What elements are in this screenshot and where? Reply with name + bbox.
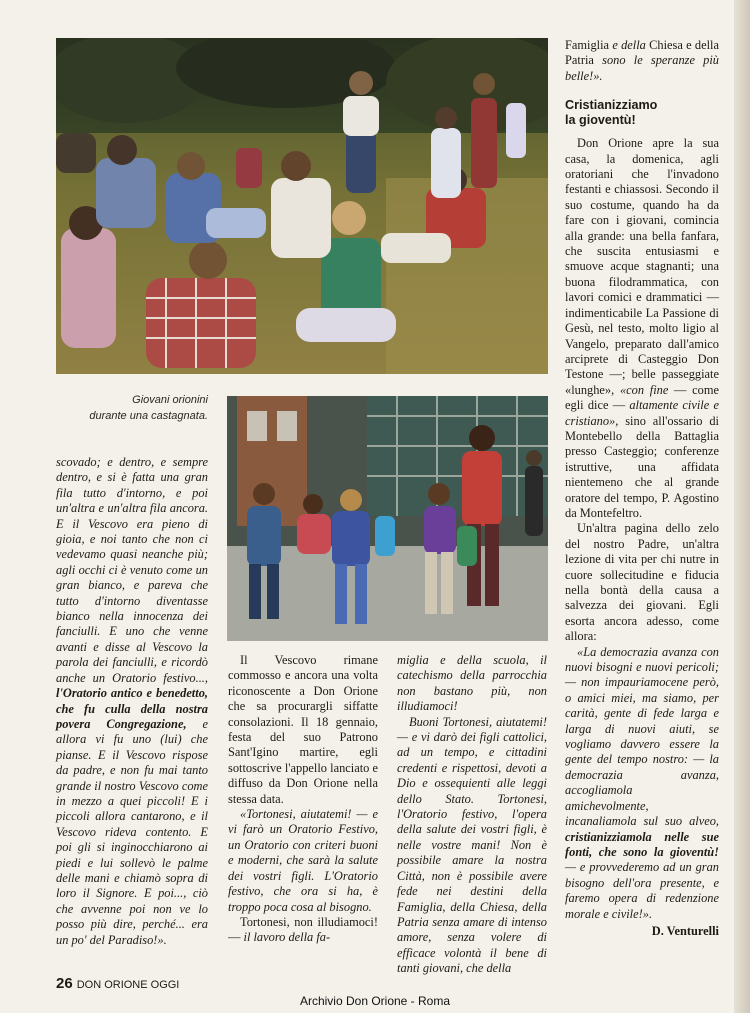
col4-p1-text: Don Orione apre la sua casa, la domenica, agli oratoriani che l'invadono festanti e chiassosi. Secondo il suo costume, quando ha da fare con i giovani, comincia alla grande: una bella fanfara, che suscita entusiasmi e smuove acque stagnanti; una buona filodrammatica, con lavori comici e drammatici — indimenticabile La Passione di Gesù, nel testo, molto ligio al Vangelo, preparato dall'amico arciprete di Casteggio Don Testone —; belle passeggiate «lunghe», bbox=[565, 136, 719, 397]
col2-paragraph-2: «Tortonesi, aiutatemi! — e vi farò un Oratorio Festivo, un Oratorio con criteri buoni e moderni, che sarà la salute dei vostri figli. L'Oratorio festivo, che ora si ha, è troppo poca cosa al bisogno. bbox=[228, 807, 378, 914]
col4-paragraph-1 bbox=[565, 136, 719, 521]
photo-castagnata bbox=[56, 38, 548, 374]
col3-paragraph-1: miglia e della scuola, il catechismo della parrocchia non bastano più, non illudiamoci! bbox=[397, 653, 547, 714]
page-number: 26 bbox=[56, 975, 73, 992]
col4-p0-c: Chiesa e della Patria bbox=[565, 38, 719, 68]
col4-paragraph-3 bbox=[565, 645, 719, 922]
magazine-name: DON ORIONE OGGI bbox=[76, 979, 180, 991]
col1-paragraph bbox=[56, 455, 208, 948]
col3-p2-italic: Buoni Tortonesi, aiutatemi! — e vi darò dei figli cattolici, ad un tempo, e cittadini credenti e rispettosi, devoti a Dio e ossequienti alle leggi dello Stato. Tortonesi, bbox=[397, 714, 547, 806]
text-column-4 bbox=[565, 38, 719, 939]
col1-bold-text: l'Oratorio antico e benedetto, che fu culla della nostra povera Congregazione, bbox=[56, 686, 208, 731]
col4-p0-d: sono le speranze più belle!». bbox=[565, 53, 720, 83]
text-column-1 bbox=[56, 455, 208, 948]
author-signature: D. Venturelli bbox=[651, 923, 719, 938]
section-heading bbox=[565, 98, 719, 128]
col4-p0-b: e della bbox=[612, 38, 646, 52]
text-column-3 bbox=[397, 653, 547, 977]
col4-p1-mid: — come egli dice — bbox=[565, 382, 719, 413]
col2-paragraph-3 bbox=[228, 915, 378, 946]
col2-paragraph-1: Il Vescovo rimane commosso e ancora una volta riconoscente a Don Orione che sa procurargli siffatte consolazioni. Il 18 gennaio, festa del suo Patrono Sant'Igino martire, egli sottoscrive l'appello lanciato e diffuso da Don Orione nella stessa data. bbox=[228, 653, 378, 806]
col2-p3-text: Tortonesi, non illudiamoci! — bbox=[228, 914, 378, 945]
caption-line-2: durante una castagnata. bbox=[89, 410, 208, 422]
col1-text: scovado; e dentro, e sempre dentro, e si è fatta una gran fila tutto d'intorno, e poi un'altra e un'altra fila ancora. E il Vescovo era pieno di gioia, e noi tanto che non ci vedevamo quasi neanche più; agli occhi ci è venuto come un gran bianco, e pareva che tutto d'intorno diventasse bianco nella innocenza dei fanciulli. E uno che venne avanti e disse al Vescovo la parola dei fanciulli, e ricordò anche un Oratorio festivo..., bbox=[56, 455, 208, 685]
photo-caption bbox=[58, 392, 208, 424]
caption-line-1: Giovani orionini bbox=[132, 394, 208, 406]
col4-paragraph-2: Un'altra pagina dello zelo del nostro Padre, un'altra lezione di vita per chi nutre in cuore sollecitudine e fiducia nella bontà della causa a salvezza dei giovani. Egli esorta ancora adesso, come allora: bbox=[565, 521, 719, 644]
col2-p3-italic: il lavoro della fa- bbox=[243, 930, 331, 945]
col4-p3-a: «La democrazia avanza con nuovi bisogni e nuovi pericoli; bbox=[565, 644, 719, 675]
col4-p3-end: — e provvederemo ad un gran bisogno dell'ora presente, e faremo opera di redenzione morale e civile!». bbox=[565, 860, 719, 921]
col3-p2-italic-cont: l'Oratorio festivo, l'opera della salute dei vostri figli, è nelle vostre mani! Non è possibile amare la nostra Città, non è possibile avere fede nei destini della Famiglia, della Chiesa, della Patria senza amare di intenso amore, senza volere di efficace volontà il bene di tanti giovani, che della bbox=[397, 807, 547, 976]
archive-label: Archivio Don Orione - Roma bbox=[299, 994, 451, 1008]
heading-line-1: Cristianizziamo bbox=[565, 98, 658, 113]
text-column-2 bbox=[228, 653, 378, 946]
col4-p1-end: sino all'ossario di Montebello della Battaglia presso Casteggio; conferenze istruttive, una affidata nientemeno che al grande oratore del tempo, P. Agostino da Montefeltro. bbox=[565, 413, 719, 520]
col4-paragraph-0 bbox=[565, 38, 719, 84]
col1-text-end: e allora vi fu uno (lui) che pianse. E il Vescovo rispose da padre, e non fu mai tanto grande il nostro Vescovo come in mezzo a quei piccoli! E i piccoli allora cantarono, e il Vescovo rideva contento. E poi gli si inginocchiarono ai piedi e lui sollevò le palme delle mani e chiamò sopra di loro il Signore. E poi..., ciò che avvenne poi non ve lo posso più dire, perché... era un po' del Paradiso!». bbox=[56, 716, 208, 947]
col4-p3-b: — non impauriamocene però, o amici miei, ma siamo, per carità, gente di fede larga e larga di nuovi aiuti, se vogliamo davvero essere la gente del tempo nostro: — la democrazia avanza, accogliamola amichevolmente, incanaliamola sul suo alveo, bbox=[565, 675, 719, 829]
col4-p1-italic-1: «con fine bbox=[619, 382, 669, 397]
photo-oratorio-game bbox=[227, 396, 548, 641]
page-folio bbox=[56, 975, 179, 992]
page-edge bbox=[734, 0, 750, 1013]
col4-p3-bold: cristianizziamola nelle sue fonti, che sono la gioventù! bbox=[565, 829, 719, 859]
col3-paragraph-2 bbox=[397, 715, 547, 977]
heading-line-2: la gioventù! bbox=[565, 113, 636, 128]
col4-p1-italic-2: altamente civile e cristiano», bbox=[565, 398, 719, 428]
col4-p0-a: Famiglia bbox=[565, 38, 613, 52]
